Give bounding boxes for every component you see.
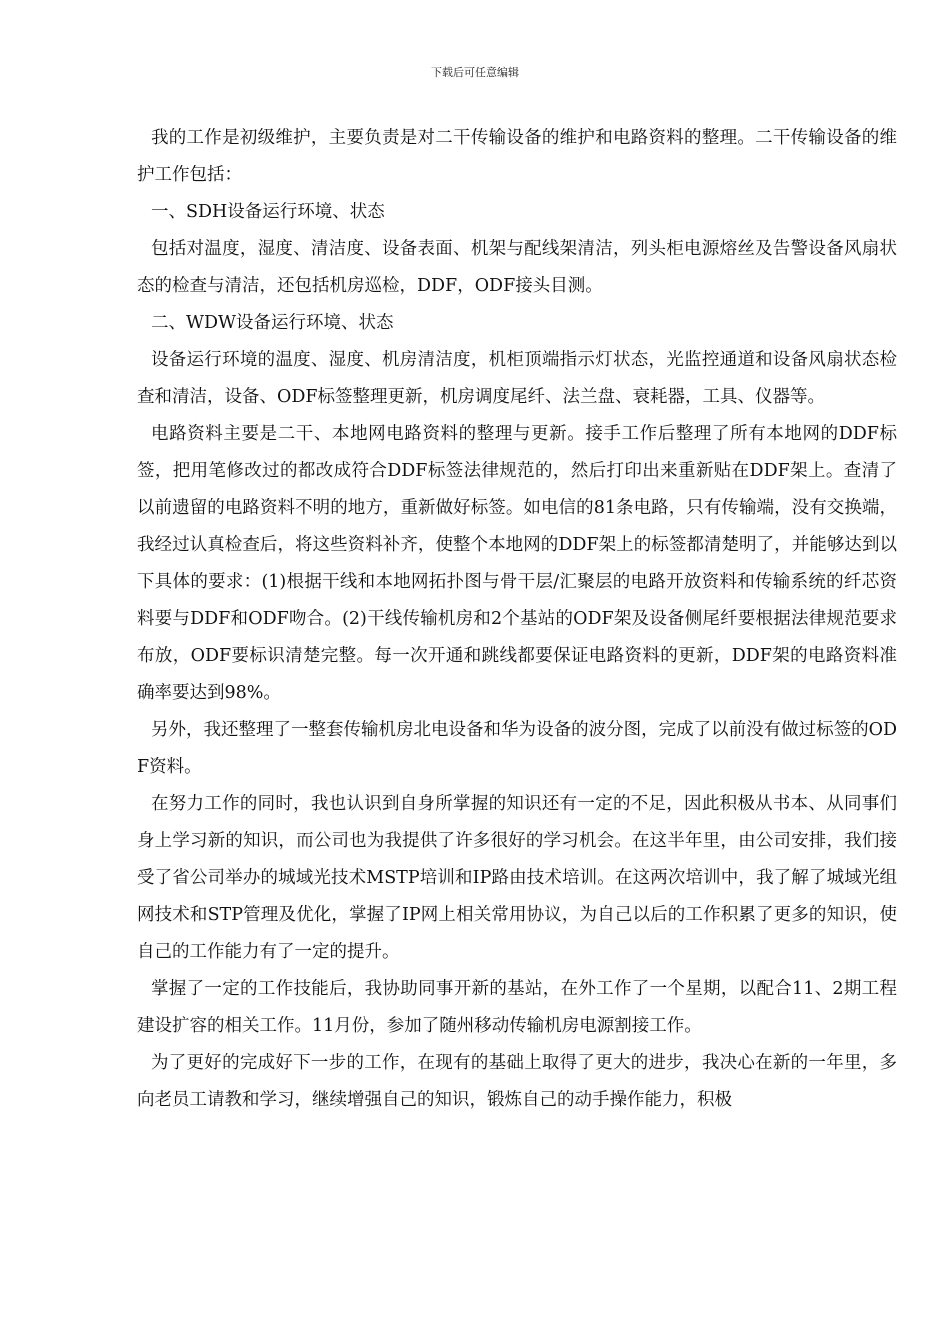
paragraph-wavelength-map: 另外，我还整理了一整套传输机房北电设备和华为设备的波分图，完成了以前没有做过标签的ODF资料。	[137, 720, 897, 777]
paragraph-intro: 我的工作是初级维护，主要负责是对二干传输设备的维护和电路资料的整理。二干传输设备的维护工作包括：	[137, 128, 897, 185]
paragraph-wdw: 设备运行环境的温度、湿度、机房清洁度，机柜顶端指示灯状态，光监控通道和设备风扇状态检查和清洁，设备、ODF标签整理更新，机房调度尾纤、法兰盘、衰耗器，工具、仪器等。	[137, 350, 897, 407]
paragraph-sdh: 包括对温度，湿度、清洁度、设备表面、机架与配线架清洁，列头柜电源熔丝及告警设备风扇状态的检查与清洁，还包括机房巡检，DDF，ODF接头目测。	[137, 239, 897, 296]
paragraph-base-station: 掌握了一定的工作技能后，我协助同事开新的基站，在外工作了一个星期，以配合11、2期工程建设扩容的相关工作。11月份，参加了随州移动传输机房电源割接工作。	[137, 979, 897, 1036]
paragraph-plan: 为了更好的完成好下一步的工作，在现有的基础上取得了更大的进步，我决心在新的一年里，多向老员工请教和学习，继续增强自己的知识，锻炼自己的动手操作能力，积极	[137, 1053, 897, 1110]
paragraph-training: 在努力工作的同时，我也认识到自身所掌握的知识还有一定的不足，因此积极从书本、从同事们身上学习新的知识，而公司也为我提供了许多很好的学习机会。在这半年里，由公司安排，我们接受了省公司举办的城域光技术MSTP培训和IP路由技术培训。在这两次培训中，我了解了城域光组网技术和STP管理及优化，掌握了IP网上相关常用协议，为自己以后的工作积累了更多的知识，使自己的工作能力有了一定的提升。	[137, 794, 897, 962]
heading-sdh: 一、SDH设备运行环境、状态	[151, 202, 385, 222]
heading-wdw: 二、WDW设备运行环境、状态	[151, 313, 394, 333]
paragraph-circuit-data: 电路资料主要是二干、本地网电路资料的整理与更新。接手工作后整理了所有本地网的DDF标签，把用笔修改过的都改成符合DDF标签法律规范的，然后打印出来重新贴在DDF架上。查清了以前遗留的电路资料不明的地方，重新做好标签。如电信的81条电路，只有传输端，没有交换端，我经过认真检查后，将这些资料补齐，使整个本地网的DDF架上的标签都清楚明了，并能够达到以下具体的要求：(1)根据干线和本地网拓扑图与骨干层/汇聚层的电路开放资料和传输系统的纤芯资料要与DDF和ODF吻合。(2)干线传输机房和2个基站的ODF架及设备侧尾纤要根据法律规范要求布放，ODF要标识清楚完整。每一次开通和跳线都要保证电路资料的更新，DDF架的电路资料准确率要达到98%。	[137, 424, 897, 703]
document-body	[137, 120, 897, 1119]
page-header: 下载后可任意编辑	[431, 66, 519, 79]
